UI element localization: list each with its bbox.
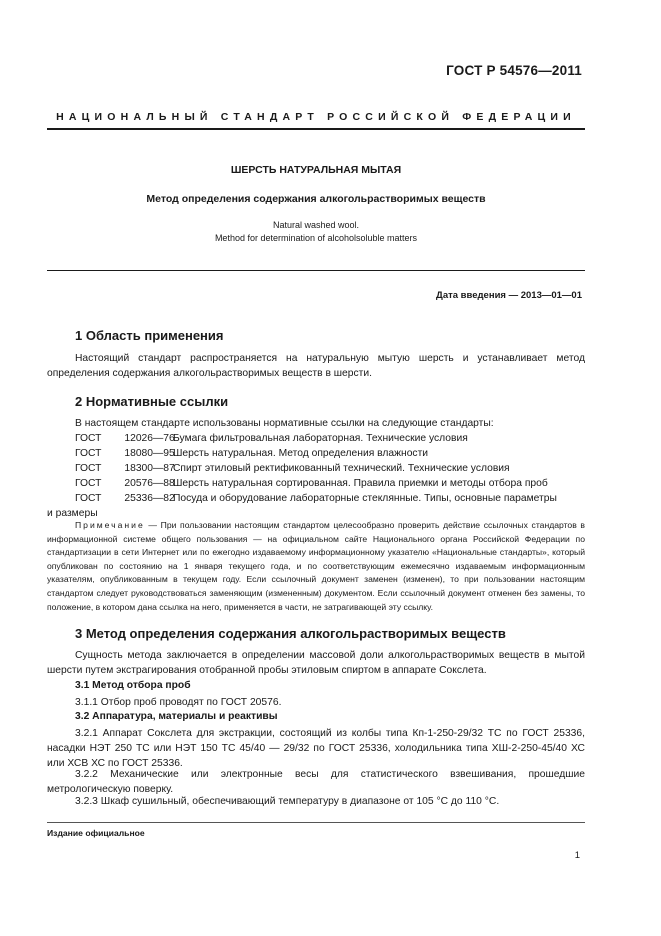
reference-title: Бумага фильтровальная лабораторная. Технические условия bbox=[173, 433, 468, 444]
reference-item bbox=[75, 461, 590, 476]
reference-item bbox=[75, 446, 590, 461]
title-divider bbox=[47, 270, 585, 271]
reference-title: Шерсть натуральная. Метод определения влажности bbox=[173, 448, 429, 459]
reference-year: —76 bbox=[153, 433, 175, 444]
reference-gost: ГОСТ bbox=[75, 463, 102, 474]
section-2-intro: В настоящем стандарте использованы нормативные ссылки на следующие стандарты: bbox=[75, 418, 494, 429]
reference-year: —88 bbox=[153, 478, 175, 489]
reference-year: —82 bbox=[153, 493, 175, 504]
reference-item bbox=[75, 431, 590, 446]
reference-year: —95 bbox=[153, 448, 175, 459]
reference-gost: ГОСТ bbox=[75, 433, 102, 444]
page-number: 1 bbox=[574, 850, 580, 861]
reference-number: 18080 bbox=[124, 448, 153, 459]
section-3-text: Сущность метода заключается в определении массовой доли алкогольрастворимых веществ в мытой шерсти путем экстрагирования отобранной пробы этиловым спиртом в аппарате Сокслета. bbox=[47, 650, 585, 676]
reference-gost: ГОСТ bbox=[75, 493, 102, 504]
footer-divider bbox=[47, 822, 585, 823]
english-title-line-2: Method for determination of alcoholsoluble matters bbox=[214, 233, 418, 243]
reference-list bbox=[75, 431, 590, 506]
reference-title: Спирт этиловый ректификованный технический. Технические условия bbox=[173, 463, 510, 474]
reference-gost: ГОСТ bbox=[75, 448, 102, 459]
note-label: Примечание bbox=[75, 520, 145, 530]
official-edition-label: Издание официальное bbox=[47, 828, 145, 838]
subsection-3-2-heading: 3.2 Аппаратура, материалы и реактивы bbox=[75, 711, 278, 722]
section-3-heading: 3 Метод определения содержания алкогольрастворимых веществ bbox=[75, 626, 506, 641]
reference-number: 12026 bbox=[124, 433, 153, 444]
note-block bbox=[47, 519, 585, 614]
section-1-heading: 1 Область применения bbox=[75, 328, 224, 343]
reference-item bbox=[75, 476, 590, 491]
national-standard-banner: НАЦИОНАЛЬНЫЙ СТАНДАРТ РОССИЙСКОЙ ФЕДЕРАЦИИ bbox=[56, 111, 576, 123]
reference-gost: ГОСТ bbox=[75, 478, 102, 489]
reference-item bbox=[75, 491, 590, 506]
reference-year: —87 bbox=[153, 463, 175, 474]
reference-number: 25336 bbox=[124, 493, 153, 504]
clause-3-2-2: 3.2.2 Механические или электронные весы для статистического взвешивания, прошедшие метрологическую поверку. bbox=[47, 769, 585, 795]
header-divider bbox=[47, 128, 585, 130]
reference-continuation: и размеры bbox=[47, 508, 98, 519]
reference-title: Шерсть натуральная сортированная. Правила приемки и методы отбора проб bbox=[173, 478, 548, 489]
document-subtitle: Метод определения содержания алкогольрастворимых веществ bbox=[146, 193, 486, 205]
english-title bbox=[47, 219, 585, 245]
introduction-date: Дата введения — 2013—01—01 bbox=[436, 290, 582, 301]
clause-3-2-1: 3.2.1 Аппарат Сокслета для экстракции, состоящий из колбы типа Кп-1-250-29/32 ТС по ГОСТ 25336, насадки НЭТ 250 ТС или НЭТ 150 ТС 45/40 — 29/32 по ГОСТ 25336, холодильника типа ХШ-2-250-45/40 ХС или ХСВ ХС по ГОСТ 25336. bbox=[47, 728, 585, 769]
note-text: — При пользовании настоящим стандартом целесообразно проверить действие ссылочных стандартов в информационной системе общего пользования — на официальном сайте Национального органа Российской Федерации по стандартизации в сети Интернет или по ежегодно издаваемому информационному указателю «Национальные стандарты», который опубликован по состоянию на 1 января текущего года, и по соответствующим ежемесячно издаваемым информационным указателям, опубликованным в текущем году. Если ссылочный документ заменен (изменен), то при пользовании настоящим стандартом следует руководствоваться заменяющим (измененным) документом. Если ссылочный документ отменен без замены, то положение, в котором дана ссылка на него, применяется в части, не затрагивающей эту ссылку. bbox=[47, 520, 585, 612]
clause-3-1-1: 3.1.1 Отбор проб проводят по ГОСТ 20576. bbox=[75, 697, 282, 708]
subsection-3-1-heading: 3.1 Метод отбора проб bbox=[75, 680, 191, 691]
reference-number: 18300 bbox=[124, 463, 153, 474]
english-title-line-1: Natural washed wool. bbox=[272, 220, 360, 230]
standard-code: ГОСТ Р 54576—2011 bbox=[446, 63, 582, 78]
clause-3-2-3: 3.2.3 Шкаф сушильный, обеспечивающий температуру в диапазоне от 105 °С до 110 °С. bbox=[75, 796, 500, 807]
section-2-heading: 2 Нормативные ссылки bbox=[75, 394, 229, 409]
reference-title: Посуда и оборудование лабораторные стеклянные. Типы, основные параметры bbox=[173, 493, 557, 504]
section-1-text: Настоящий стандарт распространяется на натуральную мытую шерсть и устанавливает метод определения содержания алкогольрастворимых веществ в шерсти. bbox=[47, 353, 585, 379]
document-title: ШЕРСТЬ НАТУРАЛЬНАЯ МЫТАЯ bbox=[230, 164, 402, 176]
reference-number: 20576 bbox=[124, 478, 153, 489]
